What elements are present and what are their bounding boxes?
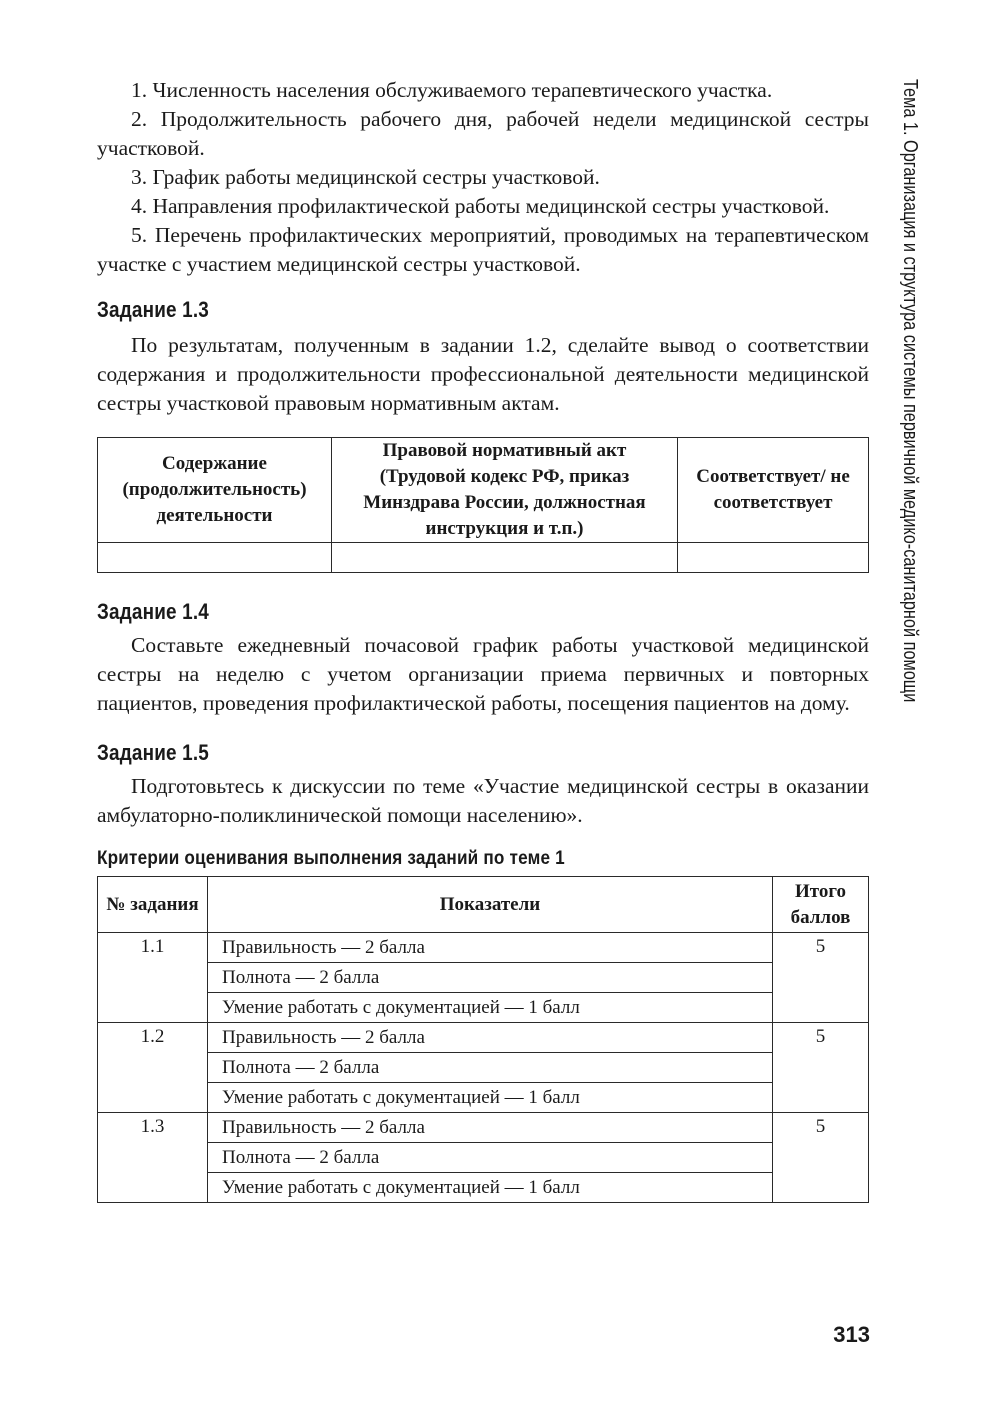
compliance-table — [97, 437, 869, 573]
table-row — [98, 1083, 869, 1113]
compliance-header-content: Содержание (продолжительность) деятельности — [98, 438, 332, 543]
task-number: 1.2 — [98, 1023, 208, 1113]
compliance-header-row — [98, 438, 869, 543]
compliance-header-act: Правовой нормативный акт (Трудовой кодекс РФ, приказ Минздрава России, должностная инструкция и т.п.) — [332, 438, 678, 543]
task-13-text: По результатам, полученным в задании 1.2, сделайте вывод о соответствии содержания и продолжительности профессиональной деятельности медицинской сестры участковой правовым нормативным актам. — [97, 333, 869, 415]
task-number: 1.1 — [98, 933, 208, 1023]
table-row — [98, 1023, 869, 1053]
compliance-header-match: Соответствует/ не соответствует — [678, 438, 869, 543]
compliance-empty-row — [98, 543, 869, 573]
task-13-heading: Задание 1.3 — [97, 297, 209, 322]
indicator: Умение работать с документацией — 1 балл — [208, 993, 773, 1023]
running-header: Тема 1. Организация и структура системы первичной медико-санитарной помощи — [899, 79, 921, 703]
table-row — [98, 933, 869, 963]
task-number: 1.3 — [98, 1113, 208, 1203]
indicator: Правильность — 2 балла — [208, 1023, 773, 1053]
table-row — [98, 963, 869, 993]
page-number: 313 — [833, 1322, 870, 1347]
compliance-cell — [98, 543, 332, 573]
list-item-5: 5. Перечень профилактических мероприятий, проводимых на терапевтическом участке с участием медицинской сестры участковой. — [97, 223, 869, 276]
task-14-heading: Задание 1.4 — [97, 599, 209, 624]
indicator: Умение работать с документацией — 1 балл — [208, 1083, 773, 1113]
task-15-text: Подготовьтесь к дискуссии по теме «Участие медицинской сестры в оказании амбулаторно-поликлинической помощи населению». — [97, 774, 869, 827]
criteria-table — [97, 876, 869, 1203]
task-14-text: Составьте ежедневный почасовой график работы участковой медицинской сестры на неделю с учетом организации приема первичных и повторных пациентов, проведения профилактической работы, посещения пациентов на дому. — [97, 633, 869, 715]
indicator: Правильность — 2 балла — [208, 1113, 773, 1143]
table-row — [98, 1143, 869, 1173]
criteria-header-num: № задания — [98, 877, 208, 933]
indicator: Полнота — 2 балла — [208, 963, 773, 993]
criteria-header-row — [98, 877, 869, 933]
indicator: Правильность — 2 балла — [208, 933, 773, 963]
list-item-3: 3. График работы медицинской сестры участковой. — [131, 165, 600, 189]
criteria-header-total: Итого баллов — [773, 877, 869, 933]
table-row — [98, 1053, 869, 1083]
task-15-heading: Задание 1.5 — [97, 740, 209, 765]
table-row — [98, 993, 869, 1023]
table-row — [98, 1173, 869, 1203]
indicator: Полнота — 2 балла — [208, 1143, 773, 1173]
total-score: 5 — [773, 1023, 869, 1113]
total-score: 5 — [773, 1113, 869, 1203]
criteria-header-indicators: Показатели — [208, 877, 773, 933]
indicator: Полнота — 2 балла — [208, 1053, 773, 1083]
list-item-4: 4. Направления профилактической работы медицинской сестры участковой. — [131, 194, 830, 218]
indicator: Умение работать с документацией — 1 балл — [208, 1173, 773, 1203]
table-row — [98, 1113, 869, 1143]
compliance-cell — [678, 543, 869, 573]
compliance-cell — [332, 543, 678, 573]
page-content — [97, 76, 869, 1203]
list-item-1: 1. Численность населения обслуживаемого терапевтического участка. — [131, 78, 773, 102]
list-item-2: 2. Продолжительность рабочего дня, рабочей недели медицинской сестры участковой. — [97, 107, 869, 160]
criteria-title: Критерии оценивания выполнения заданий по теме 1 — [97, 847, 565, 869]
total-score: 5 — [773, 933, 869, 1023]
